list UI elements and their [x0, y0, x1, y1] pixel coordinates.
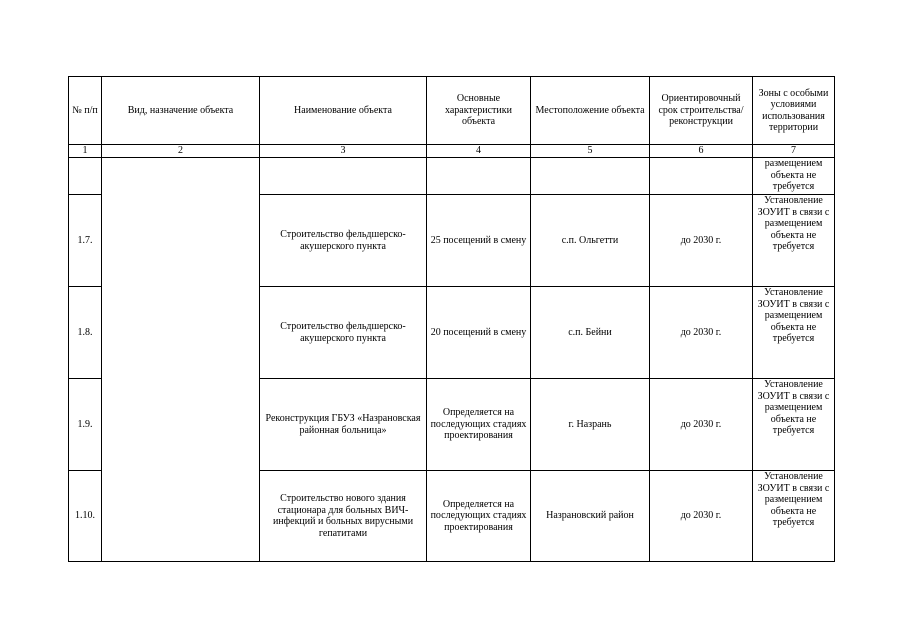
zone-conditions: Установление ЗОУИТ в связи с размещением объекта не требуется [753, 195, 835, 287]
column-number: 3 [260, 145, 427, 158]
object-name: Строительство нового здания стационара для больных ВИЧ-инфекций и больных вирусными гепатитами [260, 471, 427, 562]
continuation-number-cell [69, 158, 102, 195]
column-number: 7 [753, 145, 835, 158]
construction-term: до 2030 г. [650, 379, 753, 471]
construction-term: до 2030 г. [650, 471, 753, 562]
object-location: с.п. Ольгетти [531, 195, 650, 287]
type-purpose-merged-cell [102, 158, 260, 562]
object-characteristics: 20 посещений в смену [427, 287, 531, 379]
header-location: Местоположение объекта [531, 77, 650, 145]
continuation-location-cell [531, 158, 650, 195]
object-name: Реконструкция ГБУЗ «Назрановская районная больница» [260, 379, 427, 471]
header-object-name: Наименование объекта [260, 77, 427, 145]
header-term: Ориентировочный срок строительства/ реконструкции [650, 77, 753, 145]
object-name: Строительство фельдшерско-акушерского пункта [260, 195, 427, 287]
object-characteristics: Определяется на последующих стадиях проектирования [427, 379, 531, 471]
planning-objects-table [68, 76, 835, 562]
column-number-row [69, 145, 835, 158]
header-number: № п/п [69, 77, 102, 145]
continuation-zone-cell: размещением объекта не требуется [753, 158, 835, 195]
row-number: 1.9. [69, 379, 102, 471]
header-type-purpose: Вид, назначение объекта [102, 77, 260, 145]
construction-term: до 2030 г. [650, 287, 753, 379]
construction-term: до 2030 г. [650, 195, 753, 287]
continuation-characteristics-cell [427, 158, 531, 195]
column-number: 2 [102, 145, 260, 158]
table-header-row [69, 77, 835, 145]
object-location: с.п. Бейни [531, 287, 650, 379]
row-number: 1.10. [69, 471, 102, 562]
object-location: Назрановский район [531, 471, 650, 562]
column-number: 4 [427, 145, 531, 158]
continuation-row [69, 158, 835, 195]
object-location: г. Назрань [531, 379, 650, 471]
continuation-name-cell [260, 158, 427, 195]
zone-conditions: Установление ЗОУИТ в связи с размещением объекта не требуется [753, 471, 835, 562]
row-number: 1.8. [69, 287, 102, 379]
header-zones: Зоны с особыми условиями использования территории [753, 77, 835, 145]
column-number: 6 [650, 145, 753, 158]
zone-conditions: Установление ЗОУИТ в связи с размещением объекта не требуется [753, 287, 835, 379]
column-number: 1 [69, 145, 102, 158]
continuation-term-cell [650, 158, 753, 195]
header-characteristics: Основные характеристики объекта [427, 77, 531, 145]
zone-conditions: Установление ЗОУИТ в связи с размещением объекта не требуется [753, 379, 835, 471]
column-number: 5 [531, 145, 650, 158]
object-name: Строительство фельдшерско-акушерского пункта [260, 287, 427, 379]
object-characteristics: 25 посещений в смену [427, 195, 531, 287]
object-characteristics: Определяется на последующих стадиях проектирования [427, 471, 531, 562]
row-number: 1.7. [69, 195, 102, 287]
